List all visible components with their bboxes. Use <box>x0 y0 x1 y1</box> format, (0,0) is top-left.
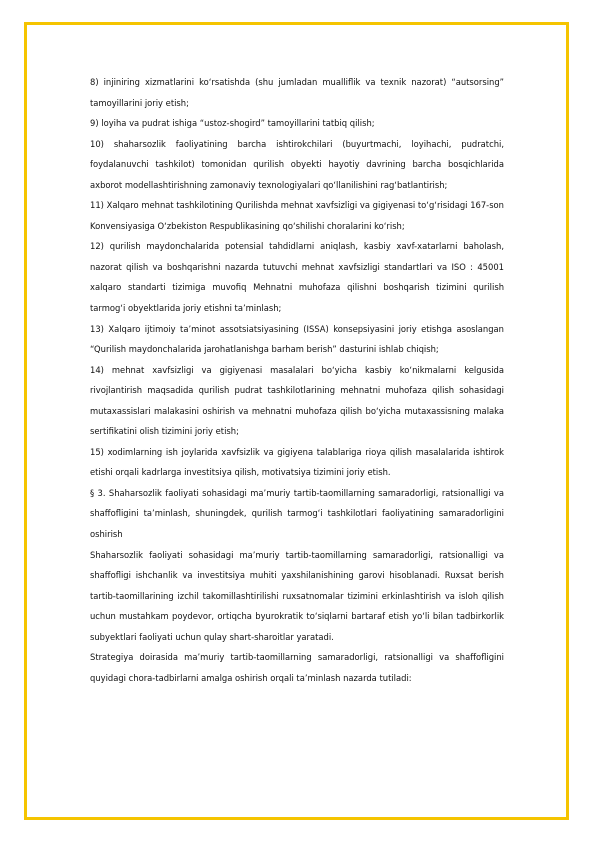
paragraph-item-10: 10) shaharsozlik faoliyatining barcha ishtirokchilari (buyurtmachi, loyihachi, pudratchi, foydalanuvchi tashkilot) tomonidan qurilish obyekti hayotiy davrining barcha bosqichlarida axborot modellashtirishning zamonaviy texnologiyalari qo‘llanilishini rag‘batlantirish; <box>90 138 504 190</box>
paragraph-item-12: 12) qurilish maydonchalarida potensial tahdidlarni aniqlash, kasbiy xavf-xatarlarni baholash, nazorat qilish va boshqarishni nazarda tutuvchi mehnat xavfsizligi standartlari va ISO : 45001 xalqaro standarti tizimiga muvofiq Mehnatni muhofaza qilishni boshqarish tizimini qurilish tarmog‘i obyektlarida joriy etishni ta’minlash; <box>90 241 504 314</box>
document-body <box>90 72 504 688</box>
body-paragraph: Strategiya doirasida ma’muriy tartib-taomillarning samaradorligi, ratsionalligi va shaffofligini quyidagi chora-tadbirlarni amalga oshirish orqali ta’minlash nazarda tutiladi: <box>90 652 504 683</box>
paragraph-item-14: 14) mehnat xavfsizligi va gigiyenasi masalalari bo‘yicha kasbiy ko‘nikmalarni kelgusida rivojlantirish maqsadida qurilish pudrat tashkilotlarining mehnatni muhofaza qilish sohasidagi mutaxassislari malakasini oshirish va mehnatni muhofaza qilish bo‘yicha mutaxassisning malaka sertifikatini olish tizimini joriy etish; <box>90 364 504 437</box>
paragraph-item-11: 11) Xalqaro mehnat tashkilotining Qurilishda mehnat xavfsizligi va gigiyenasi to‘g‘risidagi 167-son Konvensiyasiga O‘zbekiston Respublikasining qo‘shilishi choralarini ko‘rish; <box>90 200 504 231</box>
paragraph-item-15: 15) xodimlarning ish joylarida xavfsizlik va gigiyena talablariga rioya qilish masalalarida ishtirok etishi orqali kadrlarga investitsiya qilish, motivatsiya tizimini joriy etish. <box>90 446 504 478</box>
paragraph-item-13: 13) Xalqaro ijtimoiy ta’minot assotsiatsiyasining (ISSA) konsepsiyasini joriy etishga asoslangan “Qurilish maydonchalarida jarohatlanishga barham berish” dasturini ishlab chiqish; <box>90 323 504 355</box>
section-heading: § 3. Shaharsozlik faoliyati sohasidagi ma’muriy tartib-taomillarning samaradorligi, ratsionalligi va shaffofligini ta’minlash, shuningdek, qurilish tarmog‘i tashkilotlari faoliyatining samaradorligini oshirish <box>90 487 504 540</box>
paragraph-item-8: 8) injiniring xizmatlarini ko‘rsatishda (shu jumladan mualliflik va texnik nazorat) “autsorsing” tamoyillarini joriy etish; <box>90 77 504 108</box>
body-paragraph: Shaharsozlik faoliyati sohasidagi ma’muriy tartib-taomillarning samaradorligi, ratsionalligi va shaffofligi ishchanlik va investitsiya muhiti yaxshilanishining garovi hisoblanadi. Ruxsat berish tartib-taomillarining izchil takomillashtirilishi ruxsatnomalar tizimini erkinlashtirish va isloh qilish uchun mustahkam poydevor, ortiqcha byurokratik to‘siqlarni bartaraf etish yo‘li bilan tadbirkorlik subyektlari faoliyati uchun qulay shart-sharoitlar yaratadi. <box>90 549 504 642</box>
paragraph-item-9: 9) loyiha va pudrat ishiga “ustoz-shogird” tamoyillarini tatbiq qilish; <box>90 118 375 129</box>
